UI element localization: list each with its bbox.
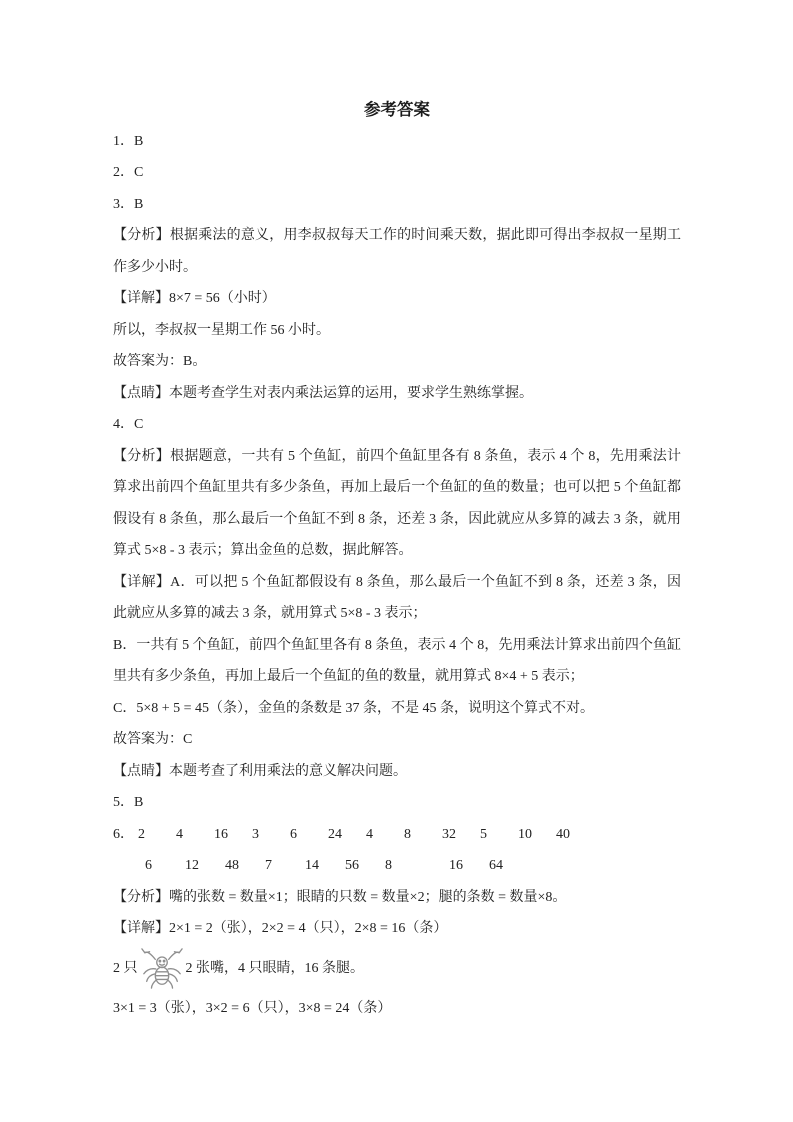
page-title: 参考答案 <box>364 100 430 119</box>
answer-q1: 1．B <box>113 133 144 149</box>
q4-detail-option-c: C．5×8 + 5 = 45（条），金鱼的条数是 37 条，不是 45 条，说明这个算式不对。 <box>113 700 595 716</box>
q6-blank-value: 12 <box>185 858 199 873</box>
q6-blank-value: 3 <box>252 826 259 842</box>
q3-analysis: 【分析】根据乘法的意义，用李叔叔每天工作的时间乘天数，据此即可得出李叔叔一星期工作多少小时。 <box>113 228 681 275</box>
q6-blank-value: 5 <box>480 826 487 842</box>
q6-analysis: 【分析】嘴的张数 = 数量×1；眼睛的只数 = 数量×2；腿的条数 = 数量×8。 <box>113 889 567 905</box>
q6-blank-value: 4 <box>176 826 183 842</box>
q6-blank-value: 7 <box>265 858 272 873</box>
q6-answer-row-2 <box>145 850 681 882</box>
q6-blank-value: 6 <box>145 858 152 873</box>
q3-note: 【点睛】本题考查学生对表内乘法运算的运用，要求学生熟练掌握。 <box>113 385 533 401</box>
q4-conclusion: 故答案为：C <box>113 732 193 747</box>
q4-detail-option-a: 【详解】A．可以把 5 个鱼缸都假设有 8 条鱼，那么最后一个鱼缸不到 8 条，还差 3 条，因此就应从多算的减去 3 条，就用算式 5×8 - 3 表示； <box>113 574 681 621</box>
q3-detail-statement: 所以，李叔叔一星期工作 56 小时。 <box>113 322 330 338</box>
q3-detail-equation: 【详解】8×7 = 56（小时） <box>113 291 276 306</box>
q4-analysis: 【分析】根据题意，一共有 5 个鱼缸，前四个鱼缸里各有 8 条鱼，表示 4 个 8，先用乘法计算求出前四个鱼缸里共有多少条鱼，再加上最后一个鱼缸的鱼的数量；也可以把 5 个鱼缸都假设有 8 条鱼，那么最后一个鱼缸不到 8 条，还差 3 条，因此就应从多算的减去 3 条，就用算式 5×8 - 3 表示；算出金鱼的总数，据此解答。 <box>113 448 681 558</box>
q6-blank-value: 64 <box>489 858 503 873</box>
q6-blank-value: 4 <box>366 826 373 842</box>
q6-blank-value: 2 <box>138 826 145 842</box>
q6-blank-value: 48 <box>225 858 239 873</box>
q6-blank-value: 24 <box>328 826 342 842</box>
q6-blank-value: 8 <box>404 826 411 842</box>
q6-blank-value: 14 <box>305 858 319 873</box>
q6-answer-row-1 <box>113 819 681 851</box>
q6-blank-value: 6 <box>290 826 297 842</box>
q6-detail-equations-2: 3×1 = 3（张），3×2 = 6（只），3×8 = 24（条） <box>113 1000 392 1016</box>
q3-conclusion: 故答案为：B。 <box>113 354 207 369</box>
q6-blank-value: 8 <box>385 858 392 873</box>
q6-blank-value: 32 <box>442 826 456 842</box>
crab-icon <box>139 946 185 990</box>
answer-q4: 4．C <box>113 417 144 432</box>
crab-count-suffix: 2 张嘴，4 只眼睛，16 条腿。 <box>185 960 364 976</box>
answer-q5: 5．B <box>113 795 144 810</box>
answer-q3: 3．B <box>113 196 144 212</box>
q6-blank-value: 40 <box>556 826 570 842</box>
q6-blank-value: 16 <box>449 858 463 873</box>
q4-detail-option-b: B．一共有 5 个鱼缸，前四个鱼缸里各有 8 条鱼，表示 4 个 8，先用乘法计算求出前四个鱼缸里共有多少条鱼，再加上最后一个鱼缸的鱼的数量，就用算式 8×4 + 5 表示； <box>113 637 681 684</box>
q6-detail-equations-1: 【详解】2×1 = 2（张），2×2 = 4（只），2×8 = 16（条） <box>113 921 448 936</box>
q6-crab-sentence <box>113 945 681 993</box>
q6-blank-value: 10 <box>518 826 532 842</box>
q6-item-number: 6． <box>113 826 134 842</box>
q6-blank-value: 16 <box>214 826 228 842</box>
answer-q2: 2．C <box>113 165 144 180</box>
q4-note: 【点睛】本题考查了利用乘法的意义解决问题。 <box>113 763 407 779</box>
crab-count-prefix: 2 只 <box>113 960 138 976</box>
q6-blank-value: 56 <box>345 858 359 873</box>
